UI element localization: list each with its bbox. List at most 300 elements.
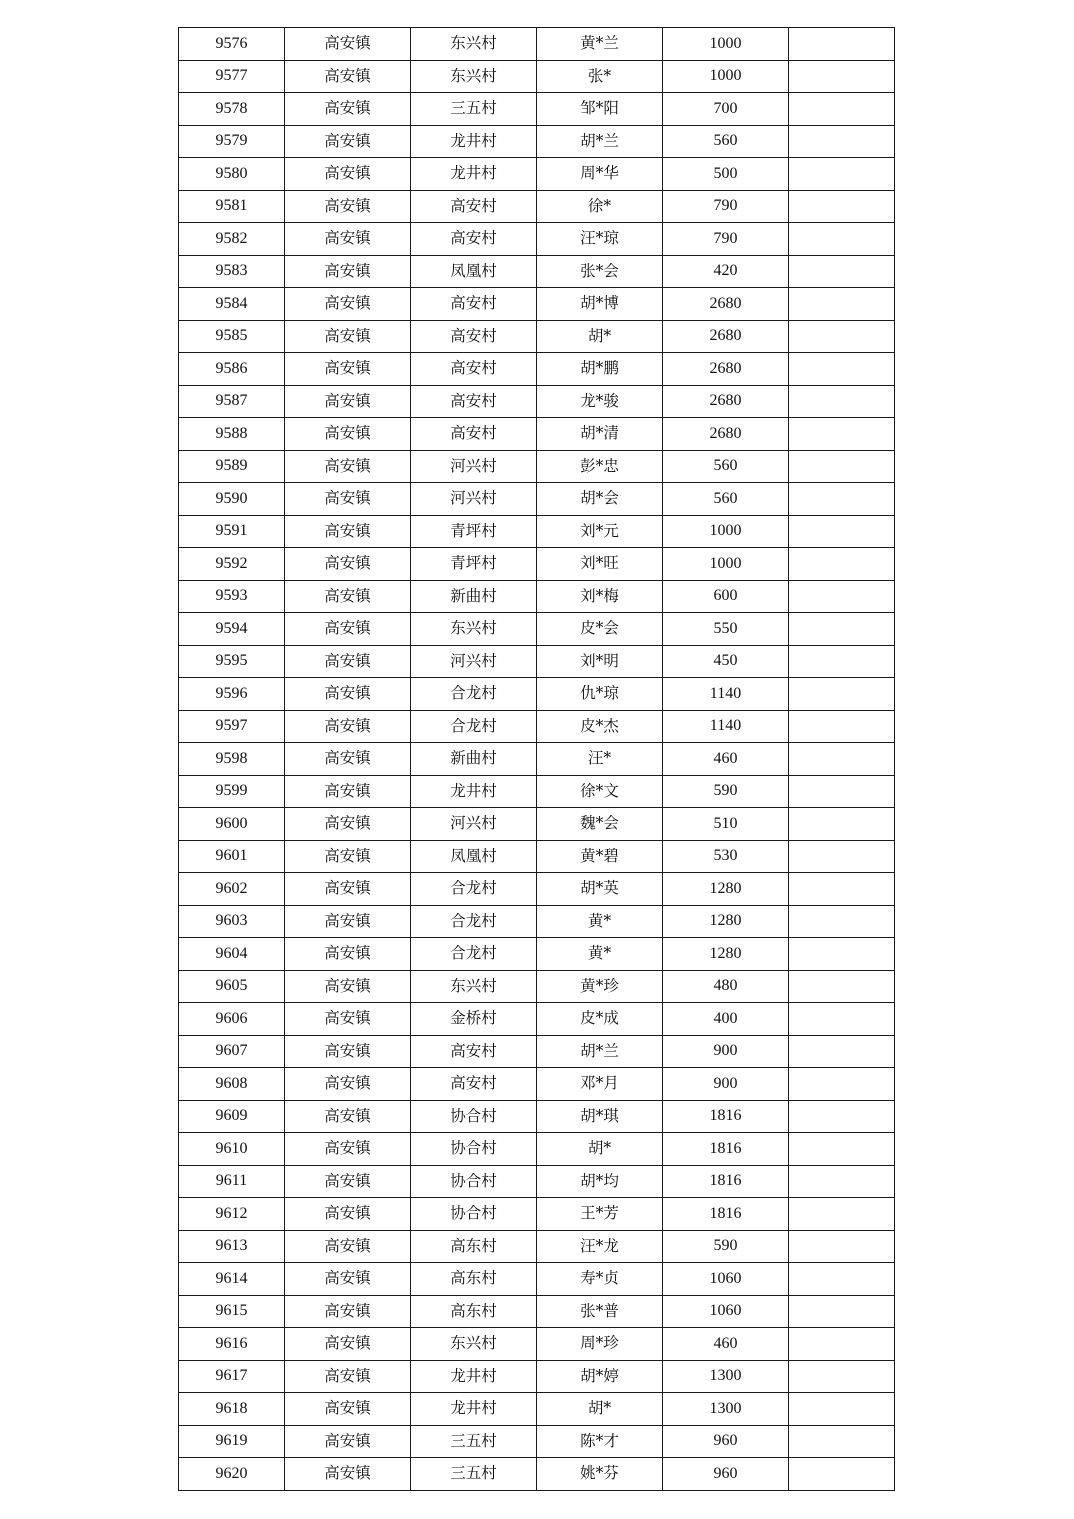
remark-cell — [789, 1425, 895, 1458]
remark-cell — [789, 288, 895, 321]
serial-cell: 9606 — [179, 1003, 285, 1036]
village-cell: 合龙村 — [411, 938, 537, 971]
amount-cell: 900 — [663, 1035, 789, 1068]
serial-cell: 9608 — [179, 1068, 285, 1101]
name-cell: 胡* — [537, 1393, 663, 1426]
village-cell: 协合村 — [411, 1165, 537, 1198]
table-row — [179, 1003, 895, 1036]
remark-cell — [789, 645, 895, 678]
name-cell: 寿*贞 — [537, 1263, 663, 1296]
town-cell: 高安镇 — [285, 288, 411, 321]
town-cell: 高安镇 — [285, 710, 411, 743]
table-row — [179, 1393, 895, 1426]
name-cell: 黄*珍 — [537, 970, 663, 1003]
amount-cell: 790 — [663, 190, 789, 223]
amount-cell: 1816 — [663, 1165, 789, 1198]
table-row — [179, 1165, 895, 1198]
town-cell: 高安镇 — [285, 1360, 411, 1393]
amount-cell: 450 — [663, 645, 789, 678]
table-row — [179, 1198, 895, 1231]
serial-cell: 9602 — [179, 873, 285, 906]
village-cell: 龙井村 — [411, 1393, 537, 1426]
village-cell: 东兴村 — [411, 1328, 537, 1361]
serial-cell: 9578 — [179, 93, 285, 126]
table-row — [179, 970, 895, 1003]
town-cell: 高安镇 — [285, 1003, 411, 1036]
name-cell: 黄* — [537, 905, 663, 938]
town-cell: 高安镇 — [285, 190, 411, 223]
village-cell: 河兴村 — [411, 450, 537, 483]
remark-cell — [789, 840, 895, 873]
serial-cell: 9583 — [179, 255, 285, 288]
town-cell: 高安镇 — [285, 1263, 411, 1296]
name-cell: 刘*明 — [537, 645, 663, 678]
amount-cell: 2680 — [663, 320, 789, 353]
name-cell: 皮*成 — [537, 1003, 663, 1036]
serial-cell: 9588 — [179, 418, 285, 451]
table-row — [179, 125, 895, 158]
serial-cell: 9611 — [179, 1165, 285, 1198]
table-row — [179, 775, 895, 808]
table-row — [179, 483, 895, 516]
village-cell: 东兴村 — [411, 613, 537, 646]
remark-cell — [789, 1230, 895, 1263]
name-cell: 黄* — [537, 938, 663, 971]
remark-cell — [789, 775, 895, 808]
town-cell: 高安镇 — [285, 125, 411, 158]
name-cell: 胡*鹏 — [537, 353, 663, 386]
village-cell: 高安村 — [411, 223, 537, 256]
amount-cell: 510 — [663, 808, 789, 841]
name-cell: 张*普 — [537, 1295, 663, 1328]
name-cell: 胡*琪 — [537, 1100, 663, 1133]
amount-cell: 1000 — [663, 28, 789, 61]
village-cell: 东兴村 — [411, 970, 537, 1003]
village-cell: 合龙村 — [411, 678, 537, 711]
table-row — [179, 158, 895, 191]
amount-cell: 1140 — [663, 678, 789, 711]
amount-cell: 1816 — [663, 1100, 789, 1133]
serial-cell: 9620 — [179, 1458, 285, 1491]
name-cell: 周*华 — [537, 158, 663, 191]
town-cell: 高安镇 — [285, 60, 411, 93]
amount-cell: 420 — [663, 255, 789, 288]
table-row — [179, 93, 895, 126]
town-cell: 高安镇 — [285, 1165, 411, 1198]
serial-cell: 9592 — [179, 548, 285, 581]
serial-cell: 9600 — [179, 808, 285, 841]
town-cell: 高安镇 — [285, 1458, 411, 1491]
town-cell: 高安镇 — [285, 1198, 411, 1231]
table-row — [179, 450, 895, 483]
table-row — [179, 515, 895, 548]
amount-cell: 460 — [663, 743, 789, 776]
remark-cell — [789, 28, 895, 61]
village-cell: 高东村 — [411, 1263, 537, 1296]
town-cell: 高安镇 — [285, 515, 411, 548]
town-cell: 高安镇 — [285, 1328, 411, 1361]
amount-cell: 1300 — [663, 1360, 789, 1393]
name-cell: 胡*英 — [537, 873, 663, 906]
village-cell: 三五村 — [411, 1425, 537, 1458]
village-cell: 高安村 — [411, 1068, 537, 1101]
remark-cell — [789, 1328, 895, 1361]
village-cell: 新曲村 — [411, 580, 537, 613]
town-cell: 高安镇 — [285, 1133, 411, 1166]
remark-cell — [789, 1068, 895, 1101]
name-cell: 魏*会 — [537, 808, 663, 841]
name-cell: 黄*碧 — [537, 840, 663, 873]
village-cell: 龙井村 — [411, 1360, 537, 1393]
name-cell: 胡*兰 — [537, 1035, 663, 1068]
serial-cell: 9585 — [179, 320, 285, 353]
village-cell: 高安村 — [411, 353, 537, 386]
village-cell: 高安村 — [411, 1035, 537, 1068]
table-row — [179, 320, 895, 353]
remark-cell — [789, 125, 895, 158]
town-cell: 高安镇 — [285, 320, 411, 353]
remark-cell — [789, 613, 895, 646]
village-cell: 新曲村 — [411, 743, 537, 776]
town-cell: 高安镇 — [285, 353, 411, 386]
serial-cell: 9612 — [179, 1198, 285, 1231]
name-cell: 皮*会 — [537, 613, 663, 646]
name-cell: 汪*琼 — [537, 223, 663, 256]
town-cell: 高安镇 — [285, 938, 411, 971]
remark-cell — [789, 1133, 895, 1166]
serial-cell: 9596 — [179, 678, 285, 711]
table-row — [179, 288, 895, 321]
amount-cell: 460 — [663, 1328, 789, 1361]
remark-cell — [789, 418, 895, 451]
village-cell: 高安村 — [411, 418, 537, 451]
remark-cell — [789, 450, 895, 483]
table-row — [179, 938, 895, 971]
serial-cell: 9598 — [179, 743, 285, 776]
name-cell: 刘*旺 — [537, 548, 663, 581]
town-cell: 高安镇 — [285, 450, 411, 483]
amount-cell: 530 — [663, 840, 789, 873]
village-cell: 东兴村 — [411, 60, 537, 93]
name-cell: 邓*月 — [537, 1068, 663, 1101]
town-cell: 高安镇 — [285, 905, 411, 938]
name-cell: 陈*才 — [537, 1425, 663, 1458]
serial-cell: 9586 — [179, 353, 285, 386]
remark-cell — [789, 678, 895, 711]
table-row — [179, 1360, 895, 1393]
amount-cell: 560 — [663, 125, 789, 158]
table-row — [179, 1458, 895, 1491]
amount-cell: 1300 — [663, 1393, 789, 1426]
remark-cell — [789, 515, 895, 548]
serial-cell: 9604 — [179, 938, 285, 971]
remark-cell — [789, 1458, 895, 1491]
serial-cell: 9605 — [179, 970, 285, 1003]
serial-cell: 9593 — [179, 580, 285, 613]
village-cell: 东兴村 — [411, 28, 537, 61]
town-cell: 高安镇 — [285, 385, 411, 418]
serial-cell: 9581 — [179, 190, 285, 223]
town-cell: 高安镇 — [285, 580, 411, 613]
village-cell: 青坪村 — [411, 515, 537, 548]
village-cell: 合龙村 — [411, 905, 537, 938]
remark-cell — [789, 483, 895, 516]
town-cell: 高安镇 — [285, 743, 411, 776]
table-row — [179, 28, 895, 61]
village-cell: 高安村 — [411, 190, 537, 223]
town-cell: 高安镇 — [285, 1393, 411, 1426]
serial-cell: 9594 — [179, 613, 285, 646]
remark-cell — [789, 1165, 895, 1198]
serial-cell: 9591 — [179, 515, 285, 548]
name-cell: 胡*兰 — [537, 125, 663, 158]
remark-cell — [789, 970, 895, 1003]
remark-cell — [789, 1360, 895, 1393]
serial-cell: 9597 — [179, 710, 285, 743]
table-row — [179, 190, 895, 223]
serial-cell: 9613 — [179, 1230, 285, 1263]
town-cell: 高安镇 — [285, 1425, 411, 1458]
table-row — [179, 905, 895, 938]
amount-cell: 700 — [663, 93, 789, 126]
name-cell: 徐* — [537, 190, 663, 223]
name-cell: 胡*均 — [537, 1165, 663, 1198]
table-row — [179, 255, 895, 288]
table-row — [179, 645, 895, 678]
name-cell: 胡*婷 — [537, 1360, 663, 1393]
amount-cell: 960 — [663, 1458, 789, 1491]
village-cell: 河兴村 — [411, 808, 537, 841]
serial-cell: 9576 — [179, 28, 285, 61]
village-cell: 协合村 — [411, 1133, 537, 1166]
table-row — [179, 223, 895, 256]
name-cell: 龙*骏 — [537, 385, 663, 418]
village-cell: 高安村 — [411, 288, 537, 321]
village-cell: 凤凰村 — [411, 255, 537, 288]
town-cell: 高安镇 — [285, 613, 411, 646]
serial-cell: 9607 — [179, 1035, 285, 1068]
amount-cell: 1000 — [663, 515, 789, 548]
name-cell: 刘*梅 — [537, 580, 663, 613]
town-cell: 高安镇 — [285, 1295, 411, 1328]
serial-cell: 9619 — [179, 1425, 285, 1458]
name-cell: 仇*琼 — [537, 678, 663, 711]
amount-cell: 1060 — [663, 1295, 789, 1328]
table-row — [179, 60, 895, 93]
remark-cell — [789, 353, 895, 386]
remark-cell — [789, 385, 895, 418]
remark-cell — [789, 93, 895, 126]
village-cell: 金桥村 — [411, 1003, 537, 1036]
serial-cell: 9618 — [179, 1393, 285, 1426]
name-cell: 姚*芬 — [537, 1458, 663, 1491]
table-row — [179, 1230, 895, 1263]
name-cell: 皮*杰 — [537, 710, 663, 743]
remark-cell — [789, 1035, 895, 1068]
name-cell: 胡*博 — [537, 288, 663, 321]
village-cell: 龙井村 — [411, 775, 537, 808]
serial-cell: 9580 — [179, 158, 285, 191]
village-cell: 高东村 — [411, 1230, 537, 1263]
town-cell: 高安镇 — [285, 678, 411, 711]
remark-cell — [789, 190, 895, 223]
table-row — [179, 385, 895, 418]
amount-cell: 590 — [663, 775, 789, 808]
village-cell: 凤凰村 — [411, 840, 537, 873]
amount-cell: 1280 — [663, 873, 789, 906]
town-cell: 高安镇 — [285, 970, 411, 1003]
remark-cell — [789, 1263, 895, 1296]
amount-cell: 2680 — [663, 353, 789, 386]
town-cell: 高安镇 — [285, 255, 411, 288]
remark-cell — [789, 1003, 895, 1036]
remark-cell — [789, 808, 895, 841]
amount-cell: 1816 — [663, 1133, 789, 1166]
amount-cell: 500 — [663, 158, 789, 191]
town-cell: 高安镇 — [285, 1230, 411, 1263]
village-cell: 合龙村 — [411, 873, 537, 906]
name-cell: 王*芳 — [537, 1198, 663, 1231]
table-row — [179, 840, 895, 873]
amount-cell: 560 — [663, 450, 789, 483]
village-cell: 高安村 — [411, 320, 537, 353]
village-cell: 协合村 — [411, 1198, 537, 1231]
remark-cell — [789, 1100, 895, 1133]
amount-cell: 1280 — [663, 938, 789, 971]
table-row — [179, 1035, 895, 1068]
name-cell: 徐*文 — [537, 775, 663, 808]
serial-cell: 9616 — [179, 1328, 285, 1361]
remark-cell — [789, 743, 895, 776]
remark-cell — [789, 1295, 895, 1328]
name-cell: 胡* — [537, 320, 663, 353]
table-row — [179, 1263, 895, 1296]
village-cell: 河兴村 — [411, 645, 537, 678]
table-row — [179, 1133, 895, 1166]
serial-cell: 9614 — [179, 1263, 285, 1296]
village-cell: 龙井村 — [411, 125, 537, 158]
remark-cell — [789, 873, 895, 906]
town-cell: 高安镇 — [285, 1100, 411, 1133]
serial-cell: 9617 — [179, 1360, 285, 1393]
amount-cell: 2680 — [663, 418, 789, 451]
table-row — [179, 1425, 895, 1458]
table-row — [179, 1328, 895, 1361]
town-cell: 高安镇 — [285, 158, 411, 191]
table-row — [179, 808, 895, 841]
amount-cell: 600 — [663, 580, 789, 613]
town-cell: 高安镇 — [285, 840, 411, 873]
amount-cell: 590 — [663, 1230, 789, 1263]
name-cell: 汪*龙 — [537, 1230, 663, 1263]
table-body — [179, 28, 895, 1491]
amount-cell: 790 — [663, 223, 789, 256]
serial-cell: 9603 — [179, 905, 285, 938]
table-row — [179, 613, 895, 646]
serial-cell: 9584 — [179, 288, 285, 321]
name-cell: 张* — [537, 60, 663, 93]
town-cell: 高安镇 — [285, 223, 411, 256]
table-row — [179, 1295, 895, 1328]
name-cell: 张*会 — [537, 255, 663, 288]
town-cell: 高安镇 — [285, 645, 411, 678]
name-cell: 彭*忠 — [537, 450, 663, 483]
table-row — [179, 1100, 895, 1133]
serial-cell: 9590 — [179, 483, 285, 516]
serial-cell: 9577 — [179, 60, 285, 93]
amount-cell: 1000 — [663, 548, 789, 581]
town-cell: 高安镇 — [285, 1035, 411, 1068]
serial-cell: 9587 — [179, 385, 285, 418]
amount-cell: 2680 — [663, 385, 789, 418]
amount-cell: 1060 — [663, 1263, 789, 1296]
town-cell: 高安镇 — [285, 1068, 411, 1101]
name-cell: 汪* — [537, 743, 663, 776]
table-row — [179, 418, 895, 451]
amount-cell: 400 — [663, 1003, 789, 1036]
remark-cell — [789, 60, 895, 93]
name-cell: 黄*兰 — [537, 28, 663, 61]
amount-cell: 550 — [663, 613, 789, 646]
village-cell: 龙井村 — [411, 158, 537, 191]
town-cell: 高安镇 — [285, 28, 411, 61]
name-cell: 胡*清 — [537, 418, 663, 451]
serial-cell: 9601 — [179, 840, 285, 873]
amount-cell: 1280 — [663, 905, 789, 938]
remark-cell — [789, 158, 895, 191]
village-cell: 河兴村 — [411, 483, 537, 516]
serial-cell: 9582 — [179, 223, 285, 256]
town-cell: 高安镇 — [285, 93, 411, 126]
town-cell: 高安镇 — [285, 775, 411, 808]
name-cell: 胡* — [537, 1133, 663, 1166]
village-cell: 三五村 — [411, 93, 537, 126]
amount-cell: 480 — [663, 970, 789, 1003]
amount-cell: 560 — [663, 483, 789, 516]
table-row — [179, 1068, 895, 1101]
name-cell: 刘*元 — [537, 515, 663, 548]
serial-cell: 9599 — [179, 775, 285, 808]
table-row — [179, 678, 895, 711]
name-cell: 周*珍 — [537, 1328, 663, 1361]
village-cell: 高东村 — [411, 1295, 537, 1328]
serial-cell: 9609 — [179, 1100, 285, 1133]
town-cell: 高安镇 — [285, 483, 411, 516]
amount-cell: 1816 — [663, 1198, 789, 1231]
town-cell: 高安镇 — [285, 418, 411, 451]
remark-cell — [789, 320, 895, 353]
amount-cell: 1000 — [663, 60, 789, 93]
serial-cell: 9615 — [179, 1295, 285, 1328]
table-row — [179, 580, 895, 613]
village-cell: 合龙村 — [411, 710, 537, 743]
amount-cell: 2680 — [663, 288, 789, 321]
serial-cell: 9595 — [179, 645, 285, 678]
amount-cell: 900 — [663, 1068, 789, 1101]
remark-cell — [789, 938, 895, 971]
remark-cell — [789, 1393, 895, 1426]
table-row — [179, 710, 895, 743]
amount-cell: 960 — [663, 1425, 789, 1458]
village-cell: 高安村 — [411, 385, 537, 418]
remark-cell — [789, 1198, 895, 1231]
remark-cell — [789, 905, 895, 938]
town-cell: 高安镇 — [285, 808, 411, 841]
remark-cell — [789, 710, 895, 743]
table-row — [179, 548, 895, 581]
serial-cell: 9610 — [179, 1133, 285, 1166]
remark-cell — [789, 223, 895, 256]
